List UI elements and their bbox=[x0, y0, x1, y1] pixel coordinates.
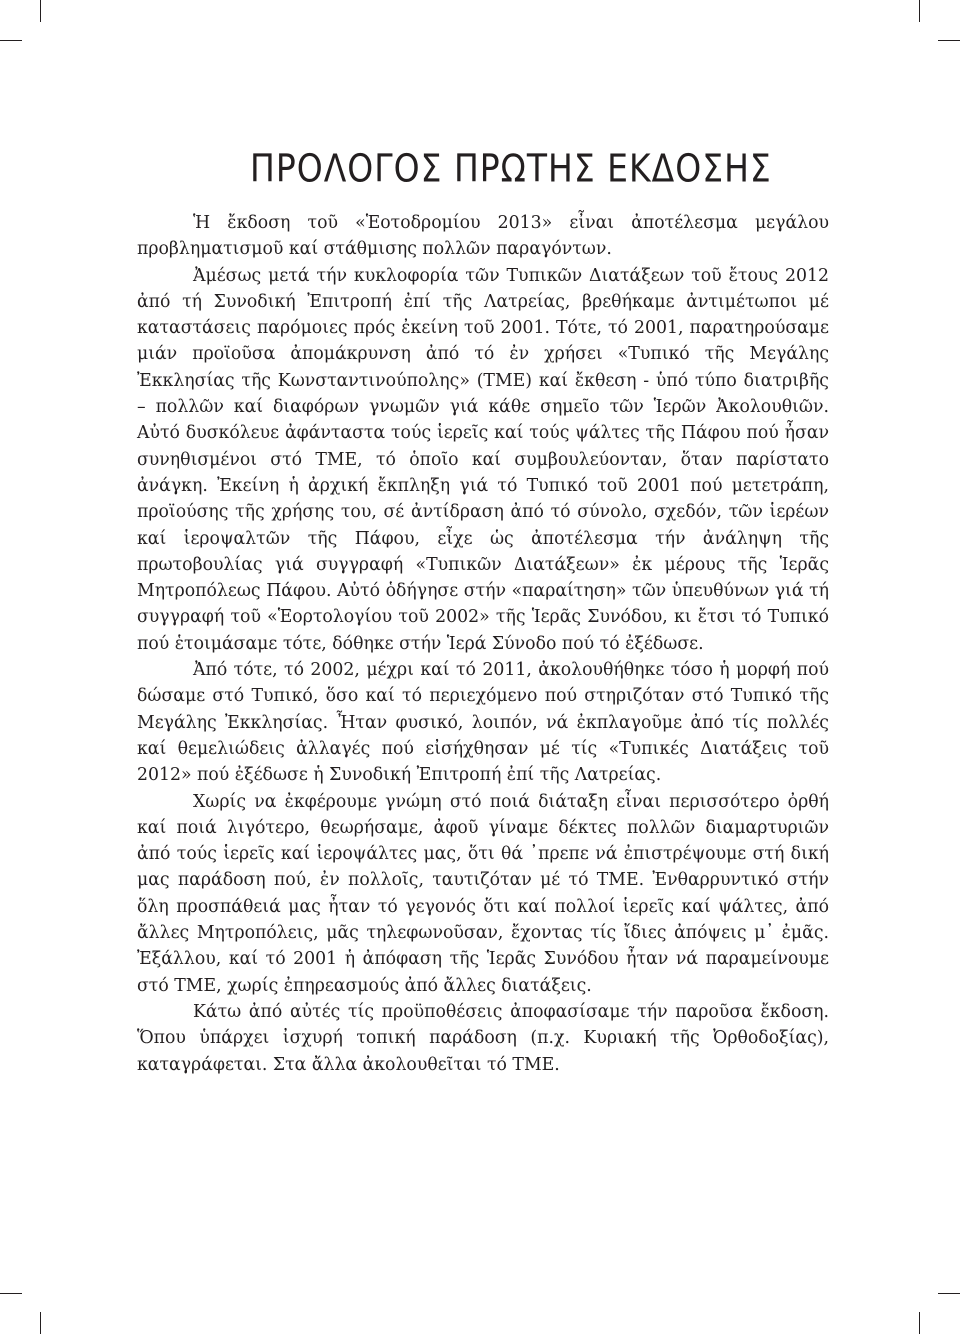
paragraph-4: Χωρίς να ἐκφέρουμε γνώμη στό ποιά διάταξη εἶναι περισσότερο ὀρθή καί ποιά λιγότερο, θεωρήσαμε, ἀφοῦ γίναμε δέκτες πολλῶν διαμαρτυριῶν ἀπό τούς ἱερεῖς καί ἱεροψάλτες μας, ὅτι θά ᾽πρεπε νά ἐπιστρέψουμε στή δική μας παράδοση πού, ἐν πολλοῖς, ταυτιζόταν μέ τό ΤΜΕ. Ἐνθαρρυντικό στήν ὅλη προσπάθειά μας ἦταν τό γεγονός ὅτι καί πολλοί ἱερεῖς καί ψάλτες, ἀπό ἄλλες Μητροπόλεις, μᾶς τηλεφωνοῦσαν, ἔχοντας τίς ἴδιες ἀπόψεις μ᾽ ἐμᾶς. Ἐξάλλου, καί τό 2001 ἡ ἀπόφαση τῆς Ἱερᾶς Συνόδου ἦταν νά παραμείνουμε στό ΤΜΕ, χωρίς ἐπηρεασμούς ἀπό ἄλλες διατάξεις. bbox=[137, 791, 829, 996]
paragraph-1: Ἡ ἔκδοση τοῦ «Ἑοτοδρομίου 2013» εἶναι ἀποτέλεσμα μεγάλου προβληματισμοῦ καί στάθμισης πολλῶν παραγόντων. bbox=[137, 213, 829, 260]
paragraph-3: Ἀπό τότε, τό 2002, μέχρι καί τό 2011, ἀκολουθήθηκε τόσο ἡ μορφή πού δώσαμε στό Τυπικό, ὅσο καί τό περιεχόμενο πού στηριζόταν στό Τυπικό τῆς Μεγάλης Ἐκκλησίας. Ἦταν φυσικό, λοιπόν, νά ἐκπλαγοῦμε ἀπό τίς πολλές καί θεμελιώδεις ἀλλαγές πού εἰσήχθησαν μέ τίς «Τυπικές Διατάξεις τοῦ 2012» πού ἐξέδωσε ἡ Συνοδική Ἐπιτροπή ἐπί τῆς Λατρείας. bbox=[137, 660, 829, 786]
crop-mark-top-left bbox=[40, 0, 41, 22]
crop-mark-right-top bbox=[938, 40, 960, 41]
paragraph-2: Ἀμέσως μετά τήν κυκλοφορία τῶν Τυπικῶν Διατάξεων τοῦ ἔτους 2012 ἀπό τή Συνοδική Ἐπιτροπή ἐπί τῆς Λατρείας, βρεθήκαμε ἀντιμέτωποι μέ καταστάσεις παρόμοιες πρός ἐκείνη τοῦ 2001. Τότε, τό 2001, παρατηρούσαμε μιάν προϊοῦσα ἀπομάκρυνση ἀπό τό ἐν χρήσει «Τυπικό τῆς Μεγάλης Ἐκκλησίας τῆς Κωνσταντινούπολης» (ΤΜΕ) καί ἔκθεση - ὑπό τύπο διατριβῆς – πολλῶν καί διαφόρων γνωμῶν γιά κάθε σημεῖο τῶν Ἱερῶν Ἀκολουθιῶν. Αὐτό δυσκόλευε ἀφάνταστα τούς ἱερεῖς καί τούς ψάλτες τῆς Πάφου πού ἦσαν συνηθισμένοι στό ΤΜΕ, τό ὁποῖο καί συμβουλεύονταν, ὅταν παρίστατο ἀνάγκη. Ἐκείνη ἡ ἀρχική ἔκπληξη γιά τό Τυπικό τοῦ 2001 πού μετετράπη, προϊούσης τῆς χρήσης του, σέ ἀντίδραση ἀπό τό σύνολο, σχεδόν, τῶν ἱερέων καί ἱεροψαλτῶν τῆς Πάφου, εἶχε ὡς ἀποτέλεσμα τήν ἀνάληψη τῆς πρωτοβουλίας γιά συγγραφή «Τυπικῶν Διατάξεων» ἐκ μέρους τῆς Ἱερᾶς Μητροπόλεως Πάφου. Αὐτό ὁδήγησε στήν «παραίτηση» τῶν ὑπευθύνων γιά τή συγγραφή τοῦ «Ἑορτολογίου τοῦ 2002» τῆς Ἱερᾶς Συνόδου, κι ἔτσι τό Τυπικό πού ἑτοιμάσαμε τότε, δόθηκε στήν Ἱερά Σύνοδο πού τό ἐξέδωσε. bbox=[137, 265, 829, 654]
document-page bbox=[137, 140, 829, 1078]
crop-mark-left-top bbox=[0, 40, 22, 41]
crop-mark-bottom-right bbox=[919, 1312, 920, 1334]
paragraph-5: Κάτω ἀπό αὐτές τίς προϋποθέσεις ἀποφασίσαμε τήν παροῦσα ἔκδοση. Ὅπου ὑπάρχει ἰσχυρή τοπική παράδοση (π.χ. Κυριακή τῆς Ὀρθοδοξίας), καταγράφεται. Στα ἄλλα ἀκολουθεῖται τό ΤΜΕ. bbox=[137, 1001, 829, 1075]
crop-mark-bottom-left bbox=[40, 1312, 41, 1334]
page-title: ΠΡΟΛΟΓΟΣ ΠΡΩΤΗΣ ΕΚΔΟΣΗΣ bbox=[250, 145, 772, 191]
preface-body bbox=[137, 210, 829, 1078]
crop-mark-right-bottom bbox=[938, 1293, 960, 1294]
crop-mark-top-right bbox=[919, 0, 920, 22]
crop-mark-left-bottom bbox=[0, 1293, 22, 1294]
